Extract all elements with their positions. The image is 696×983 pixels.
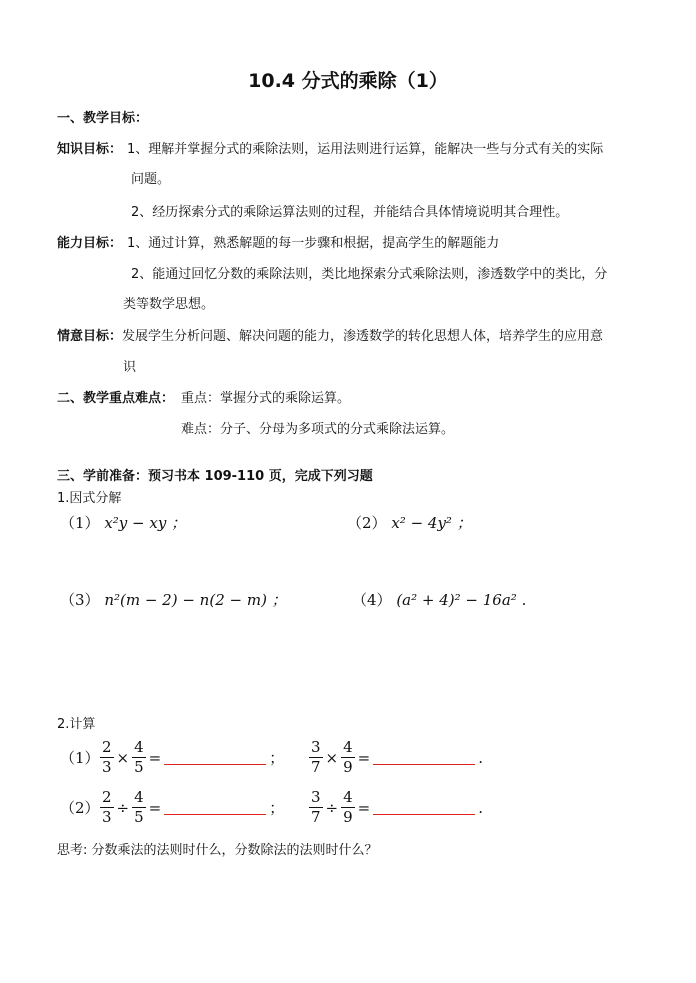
denominator: 7	[311, 808, 321, 826]
emotion-goal-cont: 识	[123, 360, 137, 375]
numerator: 4	[343, 738, 353, 756]
denominator: 3	[102, 758, 112, 776]
operator: ÷	[116, 798, 130, 817]
numerator: 2	[102, 788, 112, 806]
equals-sign: =	[357, 748, 371, 767]
fraction	[100, 739, 114, 776]
operator: ÷	[325, 798, 339, 817]
punctuation: ；	[269, 749, 285, 767]
emotion-goal: 发展学生分析问题、解决问题的能力，渗透数学的转化思想人体，培养学生的应用意	[122, 329, 604, 344]
calc-item-1	[60, 739, 287, 776]
knowledge-label: 知识目标：	[57, 142, 123, 157]
numerator: 4	[134, 788, 144, 806]
knowledge-goal-1: 1、理解并掌握分式的乘除法则，运用法则进行运算，能解决一些与分式有关的实际	[127, 142, 604, 157]
page-title: 10.4 分式的乘除（1）	[248, 70, 448, 92]
numerator: 2	[102, 738, 112, 756]
punctuation: .	[478, 798, 484, 817]
answer-blank[interactable]	[373, 800, 475, 815]
calc-item-3	[60, 789, 287, 826]
denominator: 7	[311, 758, 321, 776]
fraction	[132, 789, 146, 826]
ability-goal-1: 1、通过计算，熟悉解题的每一步骤和根据，提高学生的解题能力	[127, 236, 500, 251]
part2-title: 2.计算	[57, 717, 96, 732]
math-expression: x² − 4y² ；	[391, 514, 472, 532]
item-label: （4）	[352, 591, 392, 609]
section2-heading: 二、教学重点难点：	[57, 391, 175, 406]
answer-blank[interactable]	[164, 800, 266, 815]
operator: ×	[325, 748, 339, 767]
ability-goal-2-cont: 类等数学思想。	[123, 297, 215, 312]
factor-item-4	[352, 589, 526, 610]
denominator: 9	[343, 808, 353, 826]
numerator: 4	[134, 738, 144, 756]
fraction	[341, 789, 355, 826]
factor-item-1	[60, 512, 186, 533]
equals-sign: =	[148, 798, 162, 817]
operator: ×	[116, 748, 130, 767]
calc-item-2	[309, 739, 486, 776]
section3-heading: 三、学前准备：预习书本 109-110 页，完成下列习题	[57, 469, 373, 484]
fraction	[309, 739, 323, 776]
calc-item-4	[309, 789, 486, 826]
denominator: 5	[134, 758, 144, 776]
knowledge-goal-1-cont: 问题。	[131, 172, 171, 187]
answer-blank[interactable]	[373, 750, 475, 765]
denominator: 5	[134, 808, 144, 826]
knowledge-goal-2: 2、经历探索分式的乘除运算法则的过程，并能结合具体情境说明其合理性。	[131, 205, 569, 220]
factor-item-3	[60, 589, 287, 610]
punctuation: .	[478, 748, 484, 767]
numerator: 3	[311, 788, 321, 806]
item-label: （1）	[60, 749, 100, 767]
fraction	[132, 739, 146, 776]
section1-heading: 一、教学目标：	[57, 111, 149, 126]
equals-sign: =	[357, 798, 371, 817]
fraction	[341, 739, 355, 776]
math-expression: n²(m − 2) − n(2 − m) ；	[104, 591, 287, 609]
numerator: 3	[311, 738, 321, 756]
denominator: 9	[343, 758, 353, 776]
item-label: （2）	[60, 799, 100, 817]
equals-sign: =	[148, 748, 162, 767]
fraction	[100, 789, 114, 826]
punctuation: ；	[269, 799, 285, 817]
ability-goal-2: 2、能通过回忆分数的乘除法则，类比地探索分式乘除法则，渗透数学中的类比，分	[131, 267, 608, 282]
math-expression: (a² + 4)² − 16a² .	[396, 591, 527, 609]
math-expression: x²y − xy ；	[104, 514, 187, 532]
denominator: 3	[102, 808, 112, 826]
numerator: 4	[343, 788, 353, 806]
ability-label: 能力目标：	[57, 236, 123, 251]
fraction	[309, 789, 323, 826]
emotion-label: 情意目标：	[57, 329, 123, 344]
item-label: （1）	[60, 514, 100, 532]
part1-title: 1.因式分解	[57, 491, 122, 506]
thinking-question: 思考: 分数乘法的法则时什么，分数除法的法则时什么？	[57, 843, 378, 858]
answer-blank[interactable]	[164, 750, 266, 765]
key-point: 重点：掌握分式的乘除运算。	[181, 391, 351, 406]
factor-item-2	[347, 512, 472, 533]
difficult-point: 难点：分子、分母为多项式的分式乘除法运算。	[181, 422, 455, 437]
item-label: （3）	[60, 591, 100, 609]
item-label: （2）	[347, 514, 387, 532]
